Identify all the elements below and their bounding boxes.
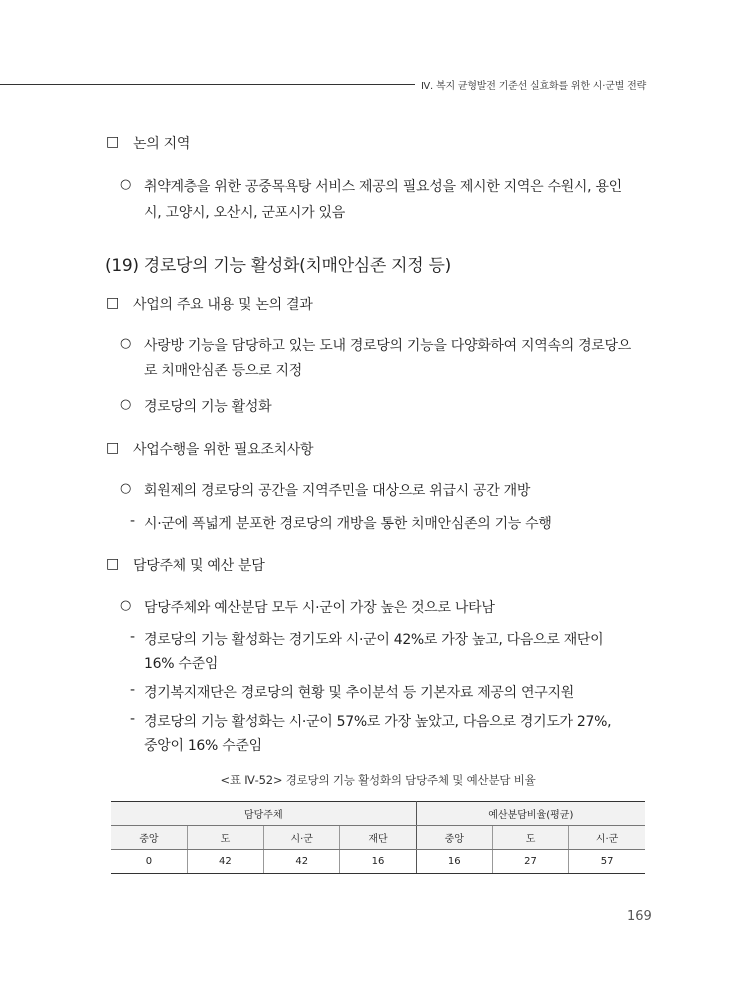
table-cell: 57 [569,850,645,874]
section-title-required-actions: 사업수행을 위한 필요조치사항 [133,442,314,458]
col-header: 도 [187,826,263,850]
paragraph-line: 취약계층을 위한 공중목욕탕 서비스 제공의 필요성을 제시한 지역은 수원시, 용인 [144,179,622,195]
page-number: 169 [627,909,652,924]
section-title-discussion-area: 논의 지역 [133,136,191,152]
square-bullet: □ [106,440,120,456]
table-cell: 42 [187,850,263,874]
table-cell: 16 [340,850,416,874]
paragraph-line: 시, 고양시, 오산시, 군포시가 있음 [144,205,345,221]
paragraph-line: 경로당의 기능 활성화는 시·군이 57%로 가장 높았고, 다음으로 경기도가 27%, [144,714,612,730]
col-header: 중앙 [111,826,187,850]
dash-bullet: - [130,711,136,727]
dash-bullet: - [130,682,136,698]
square-bullet: □ [106,556,120,572]
table-sub-header-row [111,826,645,850]
budget-share-table [111,801,645,874]
paragraph-line: 중앙이 16% 수준임 [144,738,262,754]
paragraph-line: 경로당의 기능 활성화는 경기도와 시·군이 42%로 가장 높고, 다음으로 재단이 [144,632,604,648]
paragraph-line: 경기복지재단은 경로당의 현황 및 추이분석 등 기본자료 제공의 연구지원 [144,685,574,701]
header-rule [0,84,415,85]
group-header-budget: 예산분담비율(평균) [416,802,645,826]
paragraph-line: 사랑방 기능을 담당하고 있는 도내 경로당의 기능을 다양화하여 지역속의 경로당으 [144,338,631,354]
running-header: Ⅳ. 복지 균형발전 기준선 실효화를 위한 시·군별 전략 [421,81,647,92]
dash-bullet: - [130,629,136,645]
square-bullet: □ [106,295,120,311]
paragraph-line: 시·군에 폭넓게 분포한 경로당의 개방을 통한 치매안심존의 기능 수행 [144,516,552,532]
group-header-responsible: 담당주체 [111,802,416,826]
square-bullet: □ [106,134,120,150]
section-title-responsibility-budget: 담당주체 및 예산 분담 [133,558,265,574]
paragraph-line: 경로당의 기능 활성화 [144,399,272,415]
table-cell: 0 [111,850,187,874]
circle-bullet: ○ [120,177,132,192]
table-row [111,850,645,874]
col-header: 시·군 [264,826,340,850]
dash-bullet: - [130,513,136,529]
col-header: 중앙 [416,826,492,850]
circle-bullet: ○ [120,397,132,412]
table-group-header-row [111,802,645,826]
table-cell: 27 [492,850,568,874]
paragraph-line: 로 치매안심존 등으로 지정 [144,363,302,379]
circle-bullet: ○ [120,336,132,351]
circle-bullet: ○ [120,481,132,496]
col-header: 시·군 [569,826,645,850]
section-title-main-content: 사업의 주요 내용 및 논의 결과 [133,297,313,313]
table-caption: <표 Ⅳ-52> 경로당의 기능 활성화의 담당주체 및 예산분담 비율 [220,773,536,787]
circle-bullet: ○ [120,598,132,613]
table-cell: 16 [416,850,492,874]
col-header: 도 [492,826,568,850]
section-heading-19: (19) 경로당의 기능 활성화(치매안심존 지정 등) [105,256,451,276]
col-header: 재단 [340,826,416,850]
table-cell: 42 [264,850,340,874]
paragraph-line: 회원제의 경로당의 공간을 지역주민을 대상으로 위급시 공간 개방 [144,483,531,499]
paragraph-line: 담당주체와 예산분담 모두 시·군이 가장 높은 것으로 나타남 [144,600,495,616]
paragraph-line: 16% 수준임 [144,656,219,672]
